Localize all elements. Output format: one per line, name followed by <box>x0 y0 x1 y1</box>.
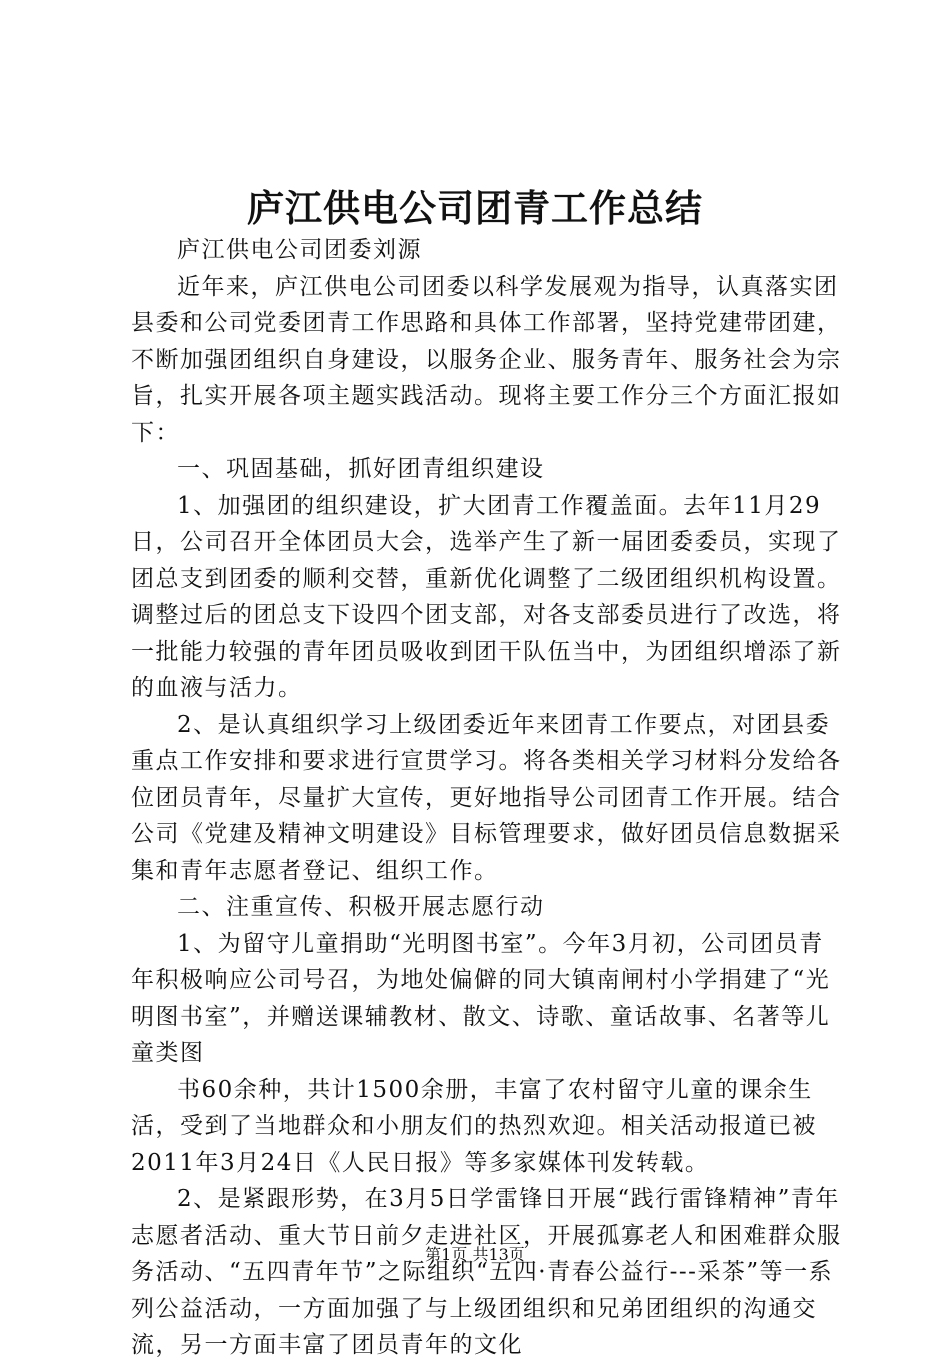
section-heading-2: 二、注重宣传、积极开展志愿行动 <box>177 894 545 920</box>
paragraph-2-2: 2、是紧跟形势，在3月5日学雷锋日开展“践行雷锋精神”青年志愿者活动、重大节日前夕走进社区，开展孤寡老人和困难群众服务活动、“五四青年节”之际组织“五四·青春公益行---采茶”等一系列公益活动，一方面加强了与上级团组织和兄弟团组织的沟通交流，另一方面丰富了团员青年的文化 <box>131 1186 842 1358</box>
page-number-footer: 第1页 共13页 <box>425 1245 525 1264</box>
document-body <box>131 232 847 1364</box>
author-line: 庐江供电公司团委刘源 <box>177 237 422 263</box>
paragraph-intro: 近年来，庐江供电公司团委以科学发展观为指导，认真落实团县委和公司党委团青工作思路和具体工作部署，坚持党建带团建，不断加强团组织自身建设，以服务企业、服务青年、服务社会为宗旨，扎实开展各项主题实践活动。现将主要工作分三个方面汇报如下： <box>131 273 842 446</box>
paragraph-2-1: 1、为留守儿童捐助“光明图书室”。今年3月初，公司团员青年积极响应公司号召，为地处偏僻的同大镇南闸村小学捐建了“光明图书室”，并赠送课辅教材、散文、诗歌、童话故事、名著等儿童类图 <box>131 930 831 1066</box>
section-heading-1: 一、巩固基础，抓好团青组织建设 <box>177 456 545 482</box>
paragraph-2-1-continued: 书60余种，共计1500余册，丰富了农村留守儿童的课余生活，受到了当地群众和小朋友们的热烈欢迎。相关活动报道已被2011年3月24日《人民日报》等多家媒体刊发转载。 <box>131 1076 817 1176</box>
document-title: 庐江供电公司团青工作总结 <box>247 186 703 230</box>
paragraph-1-1: 1、加强团的组织建设，扩大团青工作覆盖面。去年11月29日，公司召开全体团员大会，选举产生了新一届团委委员，实现了团总支到团委的顺利交替，重新优化调整了二级团组织机构设置。调整过后的团总支下设四个团支部，对各支部委员进行了改选，将一批能力较强的青年团员吸收到团干队伍当中，为团组织增添了新的血液与活力。 <box>131 492 842 701</box>
paragraph-1-2: 2、是认真组织学习上级团委近年来团青工作要点，对团县委重点工作安排和要求进行宣贯学习。将各类相关学习材料分发给各位团员青年，尽量扩大宣传，更好地指导公司团青工作开展。结合公司《党建及精神文明建设》目标管理要求，做好团员信息数据采集和青年志愿者登记、组织工作。 <box>131 711 842 884</box>
